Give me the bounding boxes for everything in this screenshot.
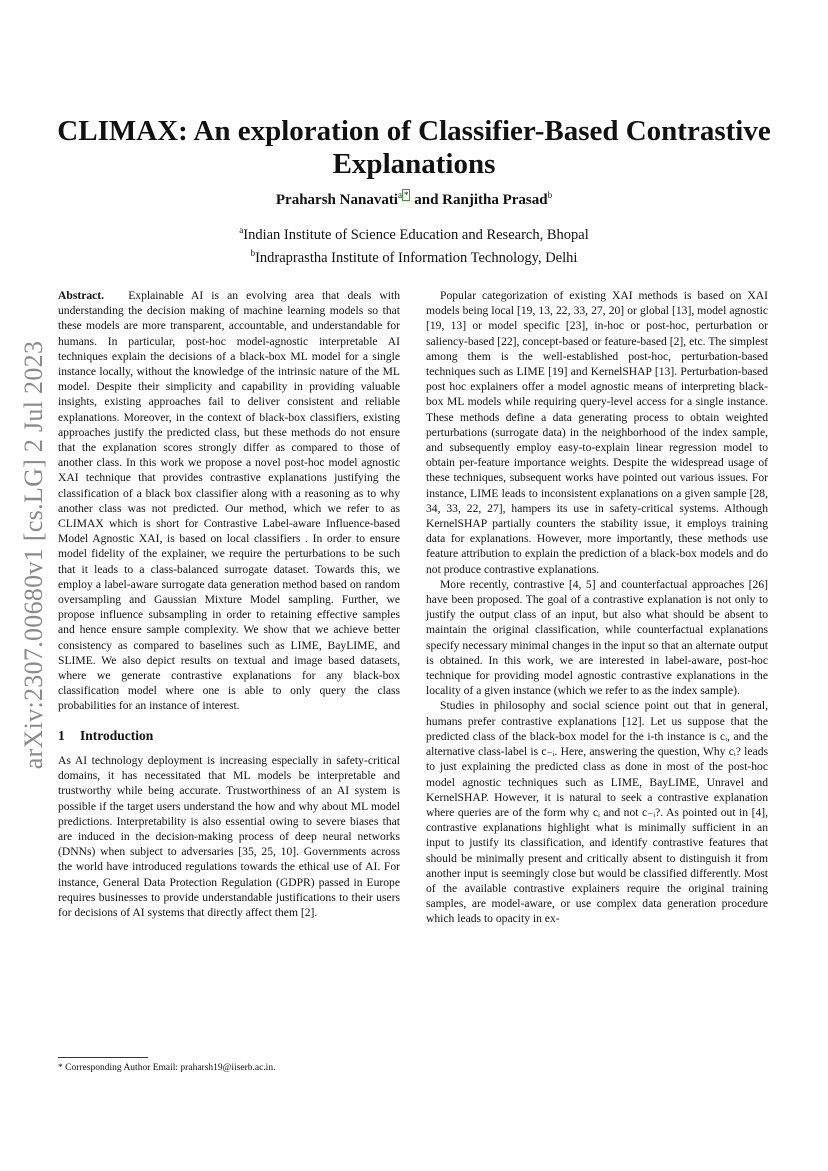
author-1: Praharsh Nanavati (275, 192, 398, 208)
author-line (50, 189, 778, 209)
abstract-label: Abstract. (58, 289, 105, 302)
right-paragraph-2: More recently, contrastive [4, 5] and counterfactual approaches [26] have been proposed. The goal of a contrastive explanation is not only to justify the output class of an input, but also what should be absent to maintain the original classification, while counterfactual explanations specify necessary minimal changes in the input so that an alternate output is obtained. In this work, we are interested in label-aware, post-hoc technique for providing model agnostic contrastive explanations in the locality of a given instance (which we refer to as the index sample). (426, 577, 768, 698)
affiliation-b-mark: b (250, 247, 256, 258)
section-heading-introduction (58, 728, 400, 743)
affiliation-a-text: Indian Institute of Science Education and Research, Bhopal (243, 226, 589, 243)
affiliation-b-text: Indraprastha Institute of Information Technology, Delhi (255, 249, 578, 266)
affiliation-b (50, 244, 778, 267)
author-conj: and (410, 192, 443, 208)
section-number: 1 (58, 727, 65, 743)
left-column (58, 288, 400, 920)
footnote: * Corresponding Author Email: praharsh19@iiserb.ac.in. (58, 1063, 276, 1073)
arxiv-watermark (14, 265, 54, 845)
affiliation-a-mark: a (239, 225, 244, 235)
right-paragraph-3: Studies in philosophy and social science point out that in general, humans prefer contrastive explanations [12]. Let us suppose that the predicted class of the black-box model for the i-th instance is cᵢ, and the alternative class-label is c₋ᵢ. Here, answering the question, Why cᵢ? leads to just explaining the predicted class as done in most of the post-hoc model agnostic techniques such as LIME, BayLIME, Unravel and KernelSHAP. However, it is natural to seek a contrastive explanation where queries are of the form why cᵢ and not c₋ᵢ?. As pointed out in [4], contrastive explanations highlight what is minimally sufficient in an input to justify its classification, and identify contrastive features that should be minimally present and critically absent to distinguish it from another input is seemingly close but would be classified differently. Most of the available contrastive explainers require the original training samples, are model-aware, or use complex data generation procedure which leads to opacity in ex- (426, 699, 768, 926)
footnote-rule (58, 1057, 148, 1058)
right-column (426, 288, 768, 927)
affiliations (50, 221, 778, 267)
abstract-text: Explainable AI is an evolving area that deals with understanding the decision making of machine learning models so that these models are more transparent, accountable, and understandable for humans. In particular, post-hoc model-agnostic interpretable AI techniques explain the decisions of a black-box ML model for a single instance locally, without the knowledge of the intrinsic nature of the ML model. Despite their simplicity and capability in providing valuable insights, existing approaches fail to deliver consistent and reliable explanations. Moreover, in the context of black-box classifiers, existing approaches justify the predicted class, but these methods do not ensure that the explanation scores strongly differ as compared to those of another class. In this work we propose a novel post-hoc model agnostic XAI technique that provides contrastive explanations justifying the classification of a black box classifier along with a reasoning as to why another class was not predicted. Our method, which we refer to as CLIMAX which is short for Contrastive Label-aware Influence-based Model Agnostic XAI, is based on local classifiers . In order to ensure model fidelity of the explainer, we require the perturbations to be such that it leads to a class-balanced surrogate dataset. Towards this, we employ a label-aware surrogate data generation method based on random oversampling and Gaussian Mixture Model sampling. Further, we propose influence subsampling in order to retaining effective samples and hence ensure sample complexity. We show that we achieve better consistency as compared to baselines such as LIME, BayLIME, and SLIME. We also depict results on textual and image based datasets, where we generate contrastive explanations for any black-box classification model where one is able to only query the class probabilities for an instance of interest. (58, 289, 400, 713)
abstract (58, 288, 400, 714)
footnote-link[interactable]: * (403, 190, 409, 200)
affiliation-a (50, 221, 778, 244)
right-paragraph-1: Popular categorization of existing XAI methods is based on XAI models being local [19, 13, 22, 33, 27, 20] or global [13], model agnostic [19, 13] or model specific [23], in-hoc or post-hoc, perturbation or saliency-based [22], concept-based or feature-based [2], etc. The simplest among them is the well-established post-hoc, perturbation-based techniques such as LIME [19] and KernelSHAP [13]. Perturbation-based post hoc explainers offer a model agnostic means of interpreting black-box ML models while requiring query-level access for a single instance. These methods define a data generating process to obtain weighted perturbations (surrogate data) in the neighborhood of the index sample, and subsequently employ easy-to-explain linear regression model to obtain per-feature importance weights. Despite the widespread usage of these techniques, subsequent works have pointed out various issues. For instance, LIME leads to inconsistent explanations on a given sample [28, 34, 33, 22, 27], hampers its use in safety-critical systems. Although KernelSHAP partially counters the stability issue, it employs training data for explanations. However, more importantly, these methods use feature attribution to explain the prediction of a black-box models and do not produce contrastive explanations. (426, 289, 768, 576)
author-2-affil: b (547, 190, 553, 200)
intro-paragraph-1: As AI technology deployment is increasing especially in safety-critical domains, it has necessitated that ML models be interpretable and trustworthy while being accurate. Trustworthiness of an AI system is possible if the target users understand the how and why about ML model predictions. Interpretability is also essential owing to severe biases that are induced in the decision-making process of deep neural networks (DNNs) when subject to adversaries [35, 25, 10]. Governments across the world have introduced regulations towards the ethical use of AI. For instance, General Data Protection Regulation (GDPR) passed in Europe requires businesses to provide understandable justifications to their users for decisions of AI systems that directly affect them [2]. (58, 753, 400, 919)
paper-title: CLIMAX: An exploration of Classifier-Based Contrastive Explanations (57, 115, 771, 180)
section-title: Introduction (80, 727, 154, 743)
author-2: Ranjitha Prasad (442, 192, 548, 208)
author-1-affil: a (397, 190, 402, 200)
arxiv-id: arXiv:2307.00680v1 [cs.LG] 2 Jul 2023 (19, 340, 48, 770)
